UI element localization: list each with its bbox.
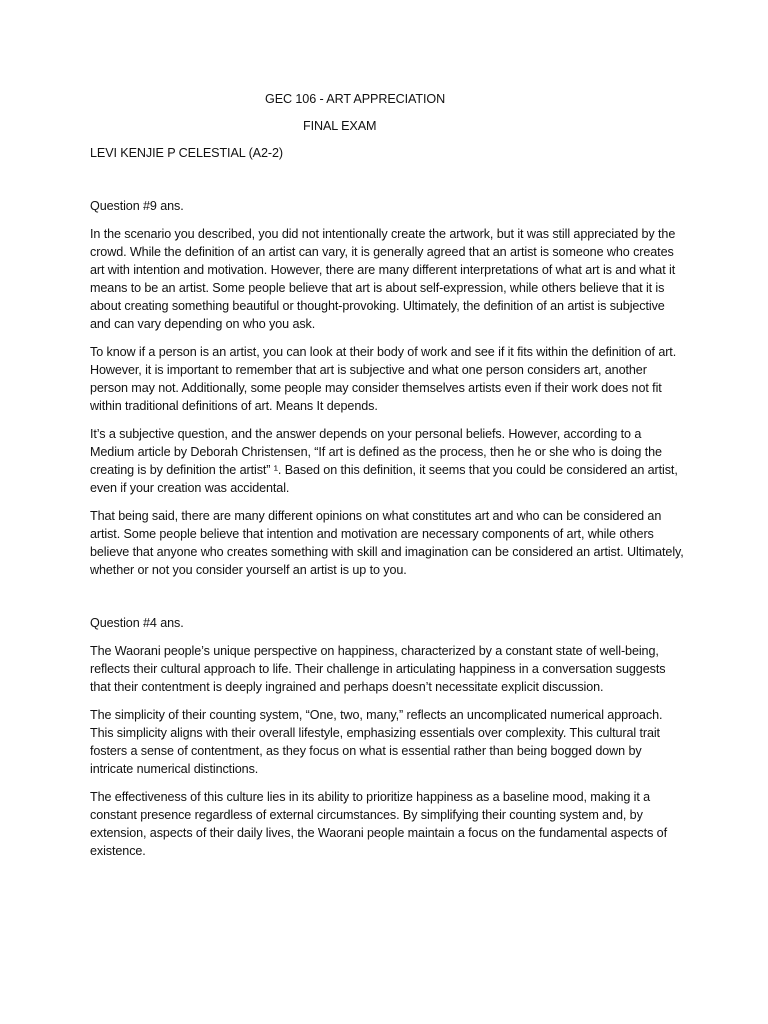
document-subtitle: FINAL EXAM [303, 119, 377, 133]
answer-paragraph: To know if a person is an artist, you can look at their body of work and see if it fits within the definition of art. However, it is important to remember that art is subjective and what one person considers art, another person may not. Additionally, some people may consider themselves artists even if their work does not fit within traditional definitions of art. Means It depends. [90, 345, 677, 413]
document-title: GEC 106 - ART APPRECIATION [265, 92, 446, 106]
document-body [90, 90, 684, 860]
section-question-4 [90, 614, 684, 860]
author-line: LEVI KENJIE P CELESTIAL (A2-2) [90, 146, 283, 160]
answer-paragraph: The effectiveness of this culture lies in its ability to prioritize happiness as a baseline mood, making it a constant presence regardless of external circumstances. By simplifying their counting system and, by extension, aspects of their daily lives, the Waorani people maintain a focus on the fundamental aspects of existence. [90, 790, 667, 858]
section-question-9 [90, 197, 684, 579]
answer-paragraph: In the scenario you described, you did not intentionally create the artwork, but it was still appreciated by the crowd. While the definition of an artist can vary, it is generally agreed that an artist is someone who creates art with intention and motivation. However, there are many different interpretations of what art is and what it means to be an artist. Some people believe that art is about self-expression, while others believe that it is about creating something beautiful or thought-provoking. Ultimately, the definition of an artist is subjective and can vary depending on who you ask. [90, 227, 676, 331]
question-heading: Question #4 ans. [90, 616, 184, 630]
answer-paragraph: That being said, there are many different opinions on what constitutes art and who can be considered an artist. Some people believe that intention and motivation are necessary components of art, while others believe that anyone who creates something with skill and imagination can be considered an artist. Ultimately, whether or not you consider yourself an artist is up to you. [90, 509, 684, 577]
answer-paragraph: The simplicity of their counting system, “One, two, many,” reflects an uncomplicated numerical approach. This simplicity aligns with their overall lifestyle, emphasizing essentials over complexity. This cultural trait fosters a sense of contentment, as they focus on what is essential rather than being bogged down by intricate numerical distinctions. [90, 708, 663, 776]
answer-paragraph: It’s a subjective question, and the answer depends on your personal beliefs. However, according to a Medium article by Deborah Christensen, “If art is defined as the process, then he or she who is doing the creating is by definition the artist” ¹. Based on this definition, it seems that you could be considered an artist, even if your creation was accidental. [90, 427, 678, 495]
answer-paragraph: The Waorani people’s unique perspective on happiness, characterized by a constant state of well-being, reflects their cultural approach to life. Their challenge in articulating happiness in a conversation suggests that their contentment is deeply ingrained and perhaps doesn’t necessitate explicit discussion. [90, 644, 666, 694]
question-heading: Question #9 ans. [90, 199, 184, 213]
